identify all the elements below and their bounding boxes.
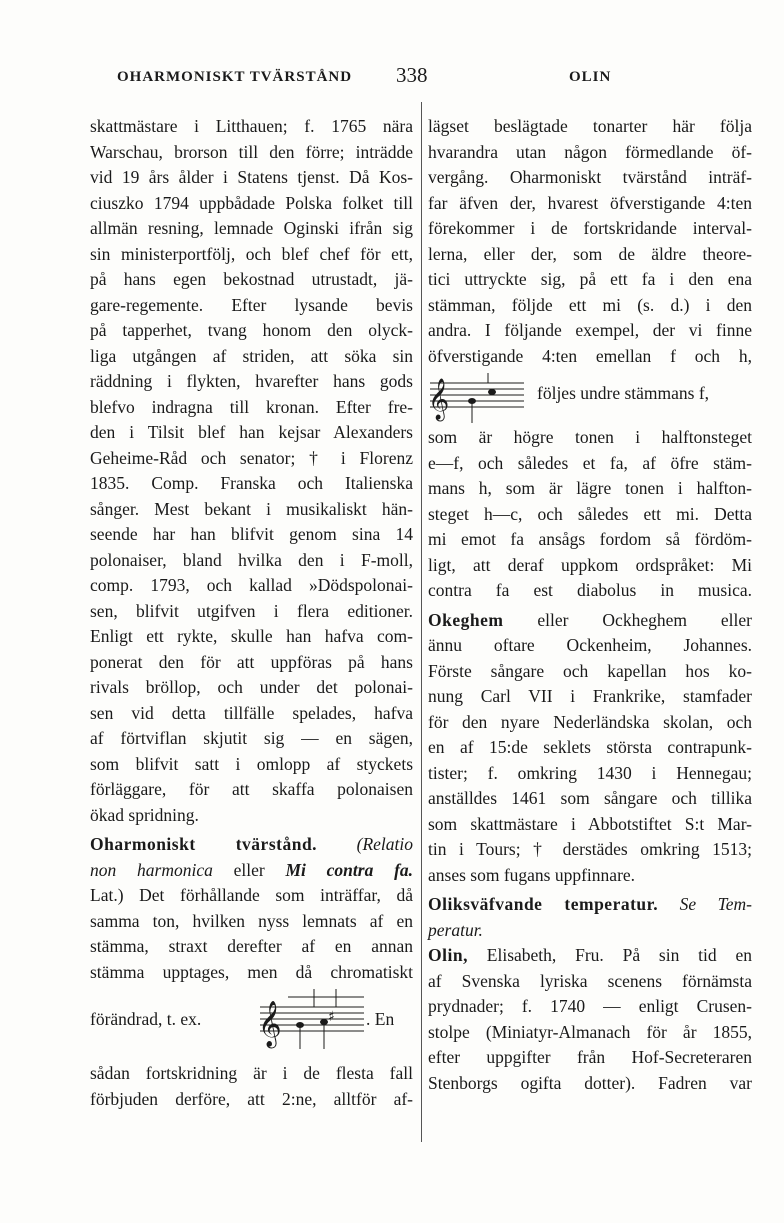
text-line: contra fa est diabolus in musica. [428,580,752,600]
text-line: nung Carl VII i Frankrike, stamfader [428,686,752,706]
text-line: stämman, följde ett mi (s. d.) i den [428,294,752,315]
text-line: en af 15:de seklets största contrapunk- [428,737,752,757]
text-line: rivals bröllop, och under det polonai- [90,677,413,697]
svg-text:♯: ♯ [328,1009,335,1025]
text-line: sin ministerportfölj, och blef chef för ett, [90,243,413,264]
right-column [428,114,752,1096]
text-line: tici uttryckte sig, på ett fa i den ena [428,269,752,289]
text-line: den i Tilsit blef han kejsar Alexanders [90,422,413,442]
text-line: sådan fortskridning är i de flesta fall [90,1063,413,1083]
text-line: Lat.) Det förhållande som inträffar, då [90,885,413,905]
text-line: ännu oftare Ockenheim, Johannes. [428,635,752,655]
left-paragraph-end [90,1061,413,1112]
text-line: lerna, eller der, som de äldre theore- [428,243,752,264]
text-line: mans h, som är lägre tonen i halfton- [428,478,752,498]
text-line: Geheime-Råd och senator; † i Florenz [90,447,413,468]
right-paragraph-okeghem [428,633,752,888]
entry-line: non harmonica eller Mi contra fa. [90,859,414,880]
entry-line: peratur. [428,919,483,940]
text-line: räddning i flykten, hvarefter hans gods [90,371,413,391]
entry-line [90,832,413,858]
text-line: Förste sångare och kapellan hos ko- [428,660,752,681]
text-line: ponerat den för att uppföras på hans [90,651,413,672]
text-line: på hans egen bekostnad utrustadt, jä- [90,269,413,289]
text-line: andra. I följande exempel, der vi finne [428,320,752,340]
text-line: af förtviflan skjutit sig — en sägen, [90,728,413,748]
left-paragraph-oginski [90,114,413,828]
header-keyword: OLIN [569,69,612,85]
page-number: 338 [396,63,428,87]
text-line: på tapperhet, tvang honom den olyck- [90,320,413,340]
text-line: ökad spridning. [90,804,199,825]
text-line: för den nyare Nederländska skolan, och [428,711,752,732]
text-line: vid 19 års ålder i Statens tjenst. Då Kos- [90,167,413,187]
text-line: Warschau, brorson till den förre; inträdde [90,141,413,162]
text-line: mi emot fa ansågs fordom så fördöm- [428,529,752,549]
text-line: Stenborgs ogifta dotter). Fadren var [428,1072,752,1093]
text-line: ciuszko 1794 uppbådade Polska folket till [90,192,413,213]
text-line: som blifvit satt i omlopp af styckets [90,753,413,774]
text-line: sen vid detta tillfälle spelades, hafva [90,702,413,723]
running-header [0,63,784,93]
text-line: liga utgången af striden, att söka sin [90,345,413,366]
text-line: e—f, och således et fa, af öfre stäm- [428,452,752,473]
text-line: som är högre tonen i halftonsteget [428,427,752,447]
text-line: sen, blifvit utgifven i flera editioner. [90,600,413,621]
text-line: blefvo indragna till kronan. Efter fre- [90,396,413,417]
text-line: skattmästare i Litthauen; f. 1765 nära [90,116,413,136]
treble-clef-staff-icon [256,985,366,1061]
right-paragraph-olin [428,969,752,1097]
text-line: stämma, straxt derefter af en annan [90,936,413,956]
text-line: allmän resning, lemnade Oginski ifrån sig [90,218,413,238]
music-example-row: förändrad, t. ex. 𝄞 ♯ . En [90,985,413,1061]
text-line: efter uppgifter från Hof-Secreteraren [428,1047,752,1067]
svg-text:𝄞: 𝄞 [428,379,450,420]
text-line: gare-regemente. Efter lysande bevis [90,294,413,315]
text-line: 1835. Comp. Franska och Italienska [90,473,413,493]
text-line: förbjuden derföre, att 2:ne, alltför af- [90,1088,413,1109]
left-paragraph-oharmoniskt [90,883,413,985]
text-line: anställdes 1461 som sångare och tillika [428,788,752,808]
text-line: af Svenska lyriska scenens förnämsta [428,970,752,991]
text-line: comp. 1793, och kallad »Dödspolonai- [90,575,413,595]
text-line: hvarandra utan någon förmedlande öf- [428,141,752,162]
text-line: far äfven der, hvarest öfverstigande 4:ten [428,192,752,213]
treble-clef-staff-icon [428,369,528,425]
text-line: sånger. Mest bekant i musikaliskt hän- [90,498,413,519]
text-line: samma ton, hvilken nyss lemnats af en [90,910,413,931]
text-line: som skattmästare i Abbotstiftet S:t Mar- [428,813,752,834]
text-line: stämma upptages, men då chromatiskt [90,961,413,982]
entry-headword-okeghem: Okeghem [428,609,504,630]
text-line: förläggare, för att skaffa polonaisen [90,779,413,799]
music-example-row: 𝄞 följes undre stämmans f, [428,369,752,425]
right-paragraph-continued [428,114,752,369]
entry-headword: Oharmoniskt tvärstånd. [90,834,318,854]
text-line: Enligt ett rykte, skulle han hafva com- [90,626,413,646]
left-column [90,114,413,1112]
column-divider [421,102,422,1142]
entry-line: Oliksväfvande temperatur. Se Tem- [428,894,752,914]
text-line: tister; f. omkring 1430 i Hennegau; [428,762,752,783]
header-title: OHARMONISKT TVÄRSTÅND [117,69,353,85]
text-line: polonaiser, bland hvilka den i F-moll, [90,549,413,570]
entry-line: Okeghem eller Ockheghem eller [428,609,752,630]
text-line: prydnader; f. 1740 — enligt Crusen- [428,996,752,1016]
text-line: seende har han blifvit genom sina 14 [90,524,413,544]
entry-line: Olin, Elisabeth, Fru. På sin tid en [428,945,752,965]
right-paragraph-mi-fa [428,425,752,604]
text-line: ligt, att deraf uppkom ordspråket: Mi [428,554,752,575]
entry-headword-temperatur: Oliksväfvande temperatur. [428,894,659,914]
text-line: stolpe (Miniatyr-Almanach för år 1855, [428,1021,752,1042]
text-line: vergång. Oharmoniskt tvärstånd inträf- [428,167,752,187]
svg-text:𝄞: 𝄞 [258,1001,282,1047]
text-line: tin i Tours; † derstädes omkring 1513; [428,839,752,859]
text-line: öfverstigande 4:ten emellan f och h, [428,345,752,366]
text-line: förekommer i de fortskridande interval- [428,218,752,238]
text-line: steget h—c, och således ett mi. Detta [428,503,752,524]
entry-headword-olin: Olin, [428,945,468,965]
text-line: lägset beslägtade tonarter här följa [428,116,752,136]
entry-latin: (Relatio [356,834,414,854]
text-line: anses som fugans uppfinnare. [428,864,636,885]
